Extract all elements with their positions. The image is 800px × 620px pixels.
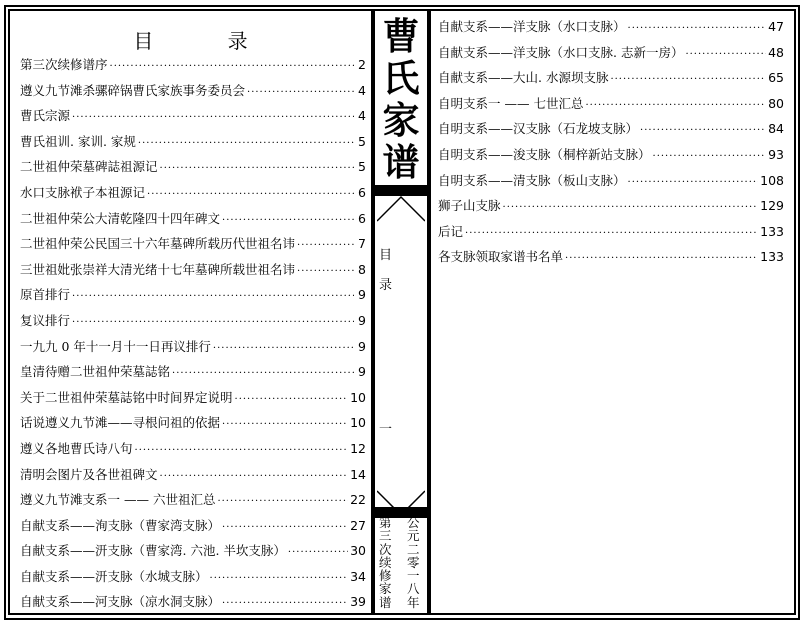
toc-entry-title: 各支脉领取家谱书名单 [438,249,564,265]
toc-entry-page: 6 [358,184,366,200]
toc-leader-dots [210,573,349,584]
toc-entry-title: 一九九 0 年十一月十一日再议排行 [20,338,211,354]
spine-imprint [378,516,424,611]
toc-entry-title: 自明支系——汉支脉（石龙坡支脉） [438,121,639,137]
toc-leader-dots [628,177,759,188]
toc-leader-dots [222,419,348,430]
spine-title [375,15,427,183]
toc-entry-title: 自献支系——洋支脉（水口支脉） [438,19,626,34]
toc-entry[interactable] [438,94,784,120]
toc-leader-dots [640,125,766,136]
toc-entry-page: 10 [350,389,366,405]
toc-entry[interactable] [20,260,366,286]
toc-entry-page: 12 [350,440,366,456]
toc-entry-page: 129 [760,198,784,214]
toc-entry-title: 狮子山支脉 [438,198,501,214]
toc-leader-dots [217,496,348,507]
toc-entry-page: 34 [350,568,366,584]
toc-entry[interactable] [20,592,366,618]
spine-year-char: 年 [407,594,420,610]
toc-entry[interactable] [20,209,366,235]
toc-leader-dots [247,87,354,98]
toc-list-left [20,55,366,618]
toc-entry-page: 6 [358,210,366,226]
spine-section-label [379,241,392,301]
spine-section-char: 录 [379,278,393,293]
toc-entry[interactable] [438,145,784,171]
toc-entry-page: 7 [358,236,366,252]
toc-entry-title: 复议排行 [20,312,71,328]
spine-title-char: 家 [382,98,420,142]
toc-leader-dots [297,240,354,251]
toc-entry-title: 二世祖仲荣墓碑誌祖源记 [20,159,158,175]
toc-entry-page: 10 [350,415,366,431]
toc-entry-title: 三世祖妣张崇祥大清光绪十七年墓碑所载世祖名讳 [20,261,296,277]
toc-leader-dots [72,317,354,328]
toc-leader-dots [503,202,759,213]
toc-entry[interactable] [20,388,366,414]
toc-entry-title: 自献支系——河支脉（凉水洞支脉） [20,594,221,610]
spine-edition [379,516,392,609]
toc-entry-title: 遵义九节滩支系一 —— 六世祖汇总 [20,492,216,508]
toc-leader-dots [610,74,766,85]
toc-entry[interactable] [20,541,366,567]
toc-leader-dots [297,266,354,277]
toc-entry-page: 47 [768,19,784,34]
toc-entry[interactable] [20,106,366,132]
spine-title-char: 曹 [382,14,420,58]
spine-year-char: 元 [407,528,420,544]
spine-title-char: 氏 [382,56,420,100]
book-spine [373,9,429,615]
toc-entry-page: 133 [760,223,784,239]
toc-leader-dots [160,163,354,174]
toc-entry-page: 4 [358,82,366,98]
toc-entry-page: 4 [358,108,366,124]
toc-entry-page: 14 [350,466,366,482]
toc-entry[interactable] [438,119,784,145]
toc-entry[interactable] [438,171,784,197]
toc-leader-dots [222,522,348,533]
toc-entry[interactable] [438,247,784,273]
toc-entry-title: 遵义各地曹氏诗八句 [20,440,133,456]
spine-edition-char: 第 [379,515,392,530]
toc-entry-title: 自明支系——浚支脉（桐梓新站支脉） [438,146,651,162]
toc-entry-page: 2 [358,57,366,72]
toc-entry-page: 9 [358,364,366,380]
toc-entry[interactable] [20,439,366,465]
toc-leader-dots [685,49,766,60]
toc-entry-page: 133 [760,249,784,265]
spine-edition-char: 修 [379,568,392,584]
toc-entry-page: 30 [350,543,366,559]
toc-entry-page: 27 [350,517,366,533]
spine-year-char: 公 [407,515,420,530]
toc-right-page [429,9,796,615]
spine-edition-char: 次 [379,541,392,557]
toc-entry[interactable] [438,17,784,43]
toc-entry[interactable] [20,362,366,388]
toc-entry[interactable] [20,157,366,183]
toc-entry-page: 9 [358,312,366,328]
toc-leader-dots [585,100,766,111]
toc-entry[interactable] [20,311,366,337]
toc-entry-title: 自明支系一 —— 七世汇总 [438,95,584,111]
toc-entry[interactable] [20,465,366,491]
toc-leader-dots [138,138,354,149]
toc-leader-dots [222,598,348,609]
toc-entry-title: 二世祖仲荣公大清乾隆四十四年碑文 [20,210,221,226]
toc-entry[interactable] [20,285,366,311]
toc-leader-dots [172,368,354,379]
toc-entry[interactable] [438,43,784,69]
spine-section-char: 目 [379,248,393,263]
toc-entry-title: 清明会图片及各世祖碑文 [20,466,158,482]
toc-entry[interactable] [20,55,366,81]
toc-entry-page: 22 [350,492,366,508]
toc-entry-title: 第三次续修谱序 [20,57,108,72]
spine-year-char: 一 [407,568,420,584]
toc-leader-dots [72,291,354,302]
toc-leader-dots [235,394,349,405]
toc-entry[interactable] [20,337,366,363]
toc-entry-title: 自献支系——洋支脉（水口支脉. 志新一房） [438,44,684,60]
toc-entry-title: 水口支脉袱子本祖源记 [20,184,146,200]
toc-entry-title: 皇清待赠二世祖仲荣墓誌铭 [20,364,171,380]
toc-entry[interactable] [20,413,366,439]
toc-leader-dots [213,343,354,354]
toc-leader-dots [288,547,348,558]
toc-entry[interactable] [20,183,366,209]
toc-entry-page: 5 [358,159,366,175]
spine-year-char: 二 [407,541,420,557]
toc-leader-dots [135,445,349,456]
toc-entry-page: 80 [768,95,784,111]
spine-year-char: 八 [407,581,420,597]
toc-entry[interactable] [20,234,366,260]
spine-title-char: 谱 [382,140,420,184]
toc-entry-title: 原首排行 [20,287,71,303]
toc-entry[interactable] [438,68,784,94]
toc-heading: 目 录 [133,29,282,53]
toc-leader-dots [565,253,758,264]
toc-list-right [438,17,784,273]
toc-entry-page: 84 [768,121,784,137]
toc-entry[interactable] [20,490,366,516]
toc-entry-page: 39 [350,594,366,610]
toc-leader-dots [72,112,354,123]
toc-entry[interactable] [20,132,366,158]
toc-entry-title: 自明支系——清支脉（板山支脉） [438,172,626,188]
toc-entry-page: 93 [768,146,784,162]
toc-entry-title: 遵义九节滩杀骡碎锅曹氏家族事务委员会 [20,82,246,98]
spine-page-number: 一 [379,422,393,437]
spine-edition-char: 谱 [379,594,392,610]
toc-entry-page: 5 [358,133,366,149]
toc-leader-dots [653,151,767,162]
toc-entry-title: 自献支系——汧支脉（水城支脉） [20,568,208,584]
toc-entry[interactable] [438,222,784,248]
toc-entry-title: 自献支系——洵支脉（曹家湾支脉） [20,517,221,533]
toc-entry[interactable] [20,567,366,593]
toc-entry-title: 自献支系——大山. 水源坝支脉 [438,70,609,86]
toc-entry-page: 8 [358,261,366,277]
toc-entry-title: 曹氏祖训. 家训. 家规 [20,133,136,149]
toc-leader-dots [465,228,758,239]
toc-entry-title: 后记 [438,223,464,239]
toc-leader-dots [147,189,354,200]
toc-leader-dots [628,23,767,34]
toc-entry[interactable] [20,516,366,542]
toc-entry[interactable] [438,196,784,222]
toc-entry-page: 9 [358,287,366,303]
toc-entry-page: 9 [358,338,366,354]
toc-entry-page: 65 [768,70,784,86]
toc-entry[interactable] [20,81,366,107]
spine-year [407,516,420,609]
toc-leader-dots [160,471,349,482]
spine-year-char: 零 [407,554,420,570]
spine-edition-char: 三 [379,528,392,544]
toc-leader-dots [222,215,354,226]
toc-entry-title: 自献支系——汧支脉（曹家湾. 六池. 半坎支脉） [20,543,286,559]
spine-edition-char: 续 [379,554,392,570]
toc-leader-dots [110,61,354,72]
toc-entry-title: 关于二世祖仲荣墓誌铭中时间界定说明 [20,389,233,405]
toc-left-page [8,9,373,615]
toc-entry-title: 二世祖仲荣公民国三十六年墓碑所载历代世祖名讳 [20,236,296,252]
spine-edition-char: 家 [379,581,392,597]
toc-entry-page: 48 [768,44,784,60]
toc-entry-title: 话说遵义九节滩——寻根问祖的依据 [20,415,221,431]
toc-entry-title: 曹氏宗源 [20,108,71,124]
toc-entry-page: 108 [760,172,784,188]
